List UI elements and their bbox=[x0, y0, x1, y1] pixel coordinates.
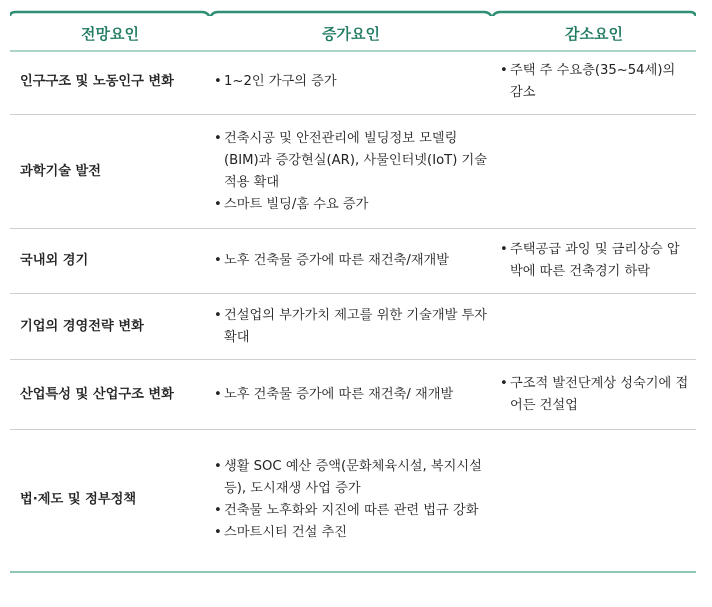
decrease-item: • 주택 주 수요층(35~54세)의 감소 bbox=[500, 60, 692, 104]
column-header-increase: 증가요인 bbox=[322, 25, 380, 43]
increase-item: • 생활 SOC 예산 증액(문화체육시설, 복지시설 등), 도시재생 사업 증가 bbox=[214, 456, 488, 500]
increase-list bbox=[214, 456, 488, 544]
table-header bbox=[10, 10, 696, 52]
increase-item: • 건축물 노후화와 지진에 따른 관련 법규 강화 bbox=[214, 500, 488, 522]
decrease-cell bbox=[492, 115, 696, 229]
decrease-cell bbox=[492, 229, 696, 294]
decrease-cell bbox=[492, 360, 696, 430]
table-row bbox=[10, 50, 696, 115]
increase-cell bbox=[206, 360, 492, 430]
table-row bbox=[10, 294, 696, 360]
decrease-item: • 주택공급 과잉 및 금리상승 압박에 따른 건축경기 하락 bbox=[500, 239, 692, 283]
factor-cell: 기업의 경영전략 변화 bbox=[10, 294, 206, 360]
factor-cell: 과학기술 발전 bbox=[10, 115, 206, 229]
increase-item: • 스마트시티 건설 추진 bbox=[214, 522, 488, 544]
decrease-cell bbox=[492, 430, 696, 572]
table-row bbox=[10, 115, 696, 229]
increase-item: • 건축시공 및 안전관리에 빌딩정보 모델링(BIM)과 증강현실(AR), 사물인터넷(IoT) 기술 적용 확대 bbox=[214, 128, 488, 194]
decrease-list bbox=[500, 239, 692, 283]
increase-cell bbox=[206, 430, 492, 572]
increase-list bbox=[214, 384, 488, 406]
factors-table-body bbox=[10, 50, 696, 572]
decrease-list bbox=[500, 60, 692, 104]
increase-cell bbox=[206, 294, 492, 360]
increase-list bbox=[214, 71, 488, 93]
increase-cell bbox=[206, 229, 492, 294]
factor-cell: 산업특성 및 산업구조 변화 bbox=[10, 360, 206, 430]
table-row bbox=[10, 430, 696, 572]
decrease-cell bbox=[492, 50, 696, 115]
decrease-item: • 구조적 발전단계상 성숙기에 접어든 건설업 bbox=[500, 373, 692, 417]
factor-cell: 국내외 경기 bbox=[10, 229, 206, 294]
factor-cell: 법·제도 및 정부정책 bbox=[10, 430, 206, 572]
column-header-factor: 전망요인 bbox=[81, 25, 139, 43]
decrease-cell bbox=[492, 294, 696, 360]
column-header-decrease: 감소요인 bbox=[565, 25, 623, 43]
increase-item: • 노후 건축물 증가에 따른 재건축/재개발 bbox=[214, 250, 488, 272]
increase-list bbox=[214, 305, 488, 349]
decrease-list bbox=[500, 373, 692, 417]
increase-item: • 노후 건축물 증가에 따른 재건축/ 재개발 bbox=[214, 384, 488, 406]
increase-list bbox=[214, 128, 488, 216]
increase-cell bbox=[206, 115, 492, 229]
increase-item: • 건설업의 부가가치 제고를 위한 기술개발 투자 확대 bbox=[214, 305, 488, 349]
table-row bbox=[10, 360, 696, 430]
increase-cell bbox=[206, 50, 492, 115]
factor-cell: 인구구조 및 노동인구 변화 bbox=[10, 50, 206, 115]
increase-item: • 1~2인 가구의 증가 bbox=[214, 71, 488, 93]
table-row bbox=[10, 229, 696, 294]
increase-list bbox=[214, 250, 488, 272]
increase-item: • 스마트 빌딩/홈 수요 증가 bbox=[214, 194, 488, 216]
factors-table bbox=[10, 50, 696, 573]
